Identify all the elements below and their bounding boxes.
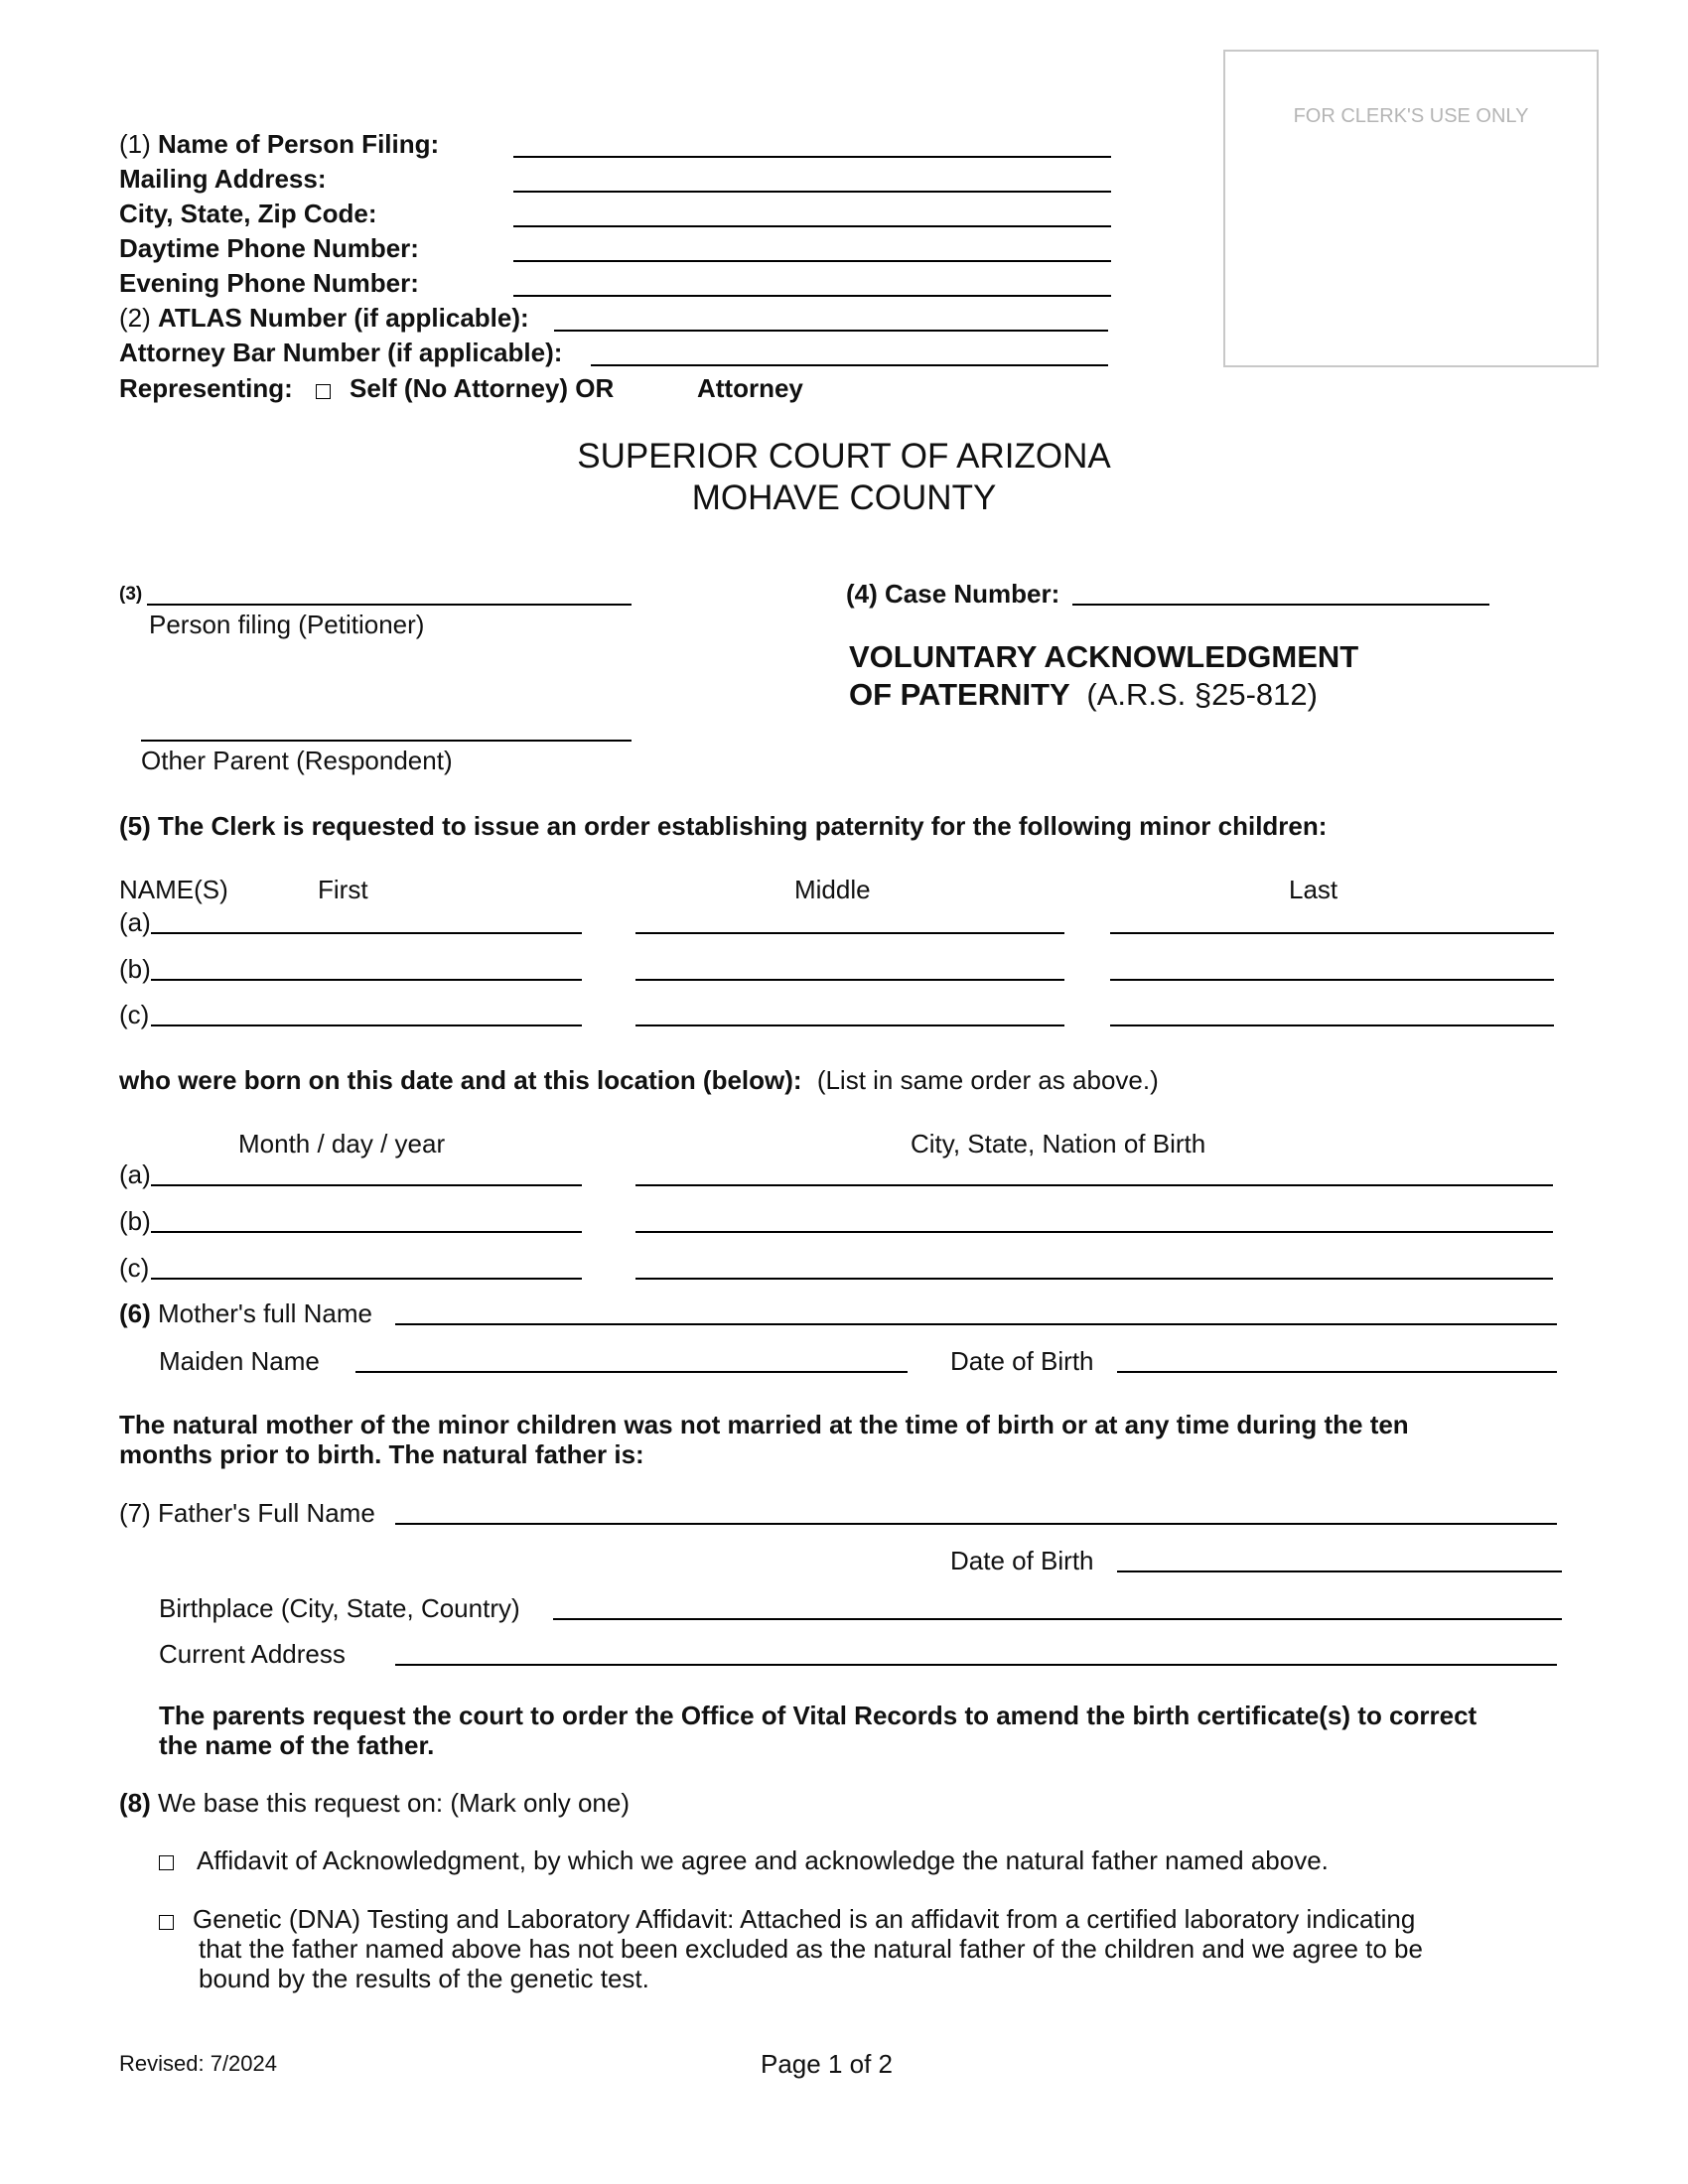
child-a-last-field[interactable] (1110, 932, 1554, 934)
parents-request-line2: the name of the father. (159, 1730, 435, 1760)
name-of-person-filing-label: (1) Name of Person Filing: (119, 129, 440, 159)
birth-place-column-label: City, State, Nation of Birth (911, 1129, 1206, 1159)
daytime-phone-field[interactable] (513, 260, 1111, 262)
birth-a-label: (a) (119, 1160, 151, 1189)
clerk-use-label: FOR CLERK'S USE ONLY (1293, 105, 1529, 127)
mailing-address-field[interactable] (513, 191, 1111, 193)
petitioner-label: Person filing (Petitioner) (149, 610, 425, 639)
first-column-label: First (318, 875, 368, 904)
affidavit-acknowledgment-checkbox[interactable] (159, 1855, 174, 1870)
birth-c-place-field[interactable] (635, 1278, 1553, 1280)
maiden-name-label: Maiden Name (159, 1346, 320, 1376)
names-column-label: NAME(S) (119, 875, 228, 904)
genetic-testing-checkbox[interactable] (159, 1915, 174, 1930)
father-birthplace-field[interactable] (553, 1618, 1562, 1620)
child-b-middle-field[interactable] (635, 979, 1064, 981)
respondent-field[interactable] (141, 740, 632, 742)
self-checkbox[interactable] (316, 384, 331, 399)
birth-c-date-field[interactable] (151, 1278, 582, 1280)
court-title-line2: MOHAVE COUNTY (691, 478, 997, 517)
birth-date-column-label: Month / day / year (238, 1129, 446, 1159)
birth-a-place-field[interactable] (635, 1184, 1553, 1186)
child-c-last-field[interactable] (1110, 1024, 1554, 1026)
attorney-option-label: Attorney (697, 373, 803, 403)
clerk-use-box (1223, 50, 1599, 367)
page-number: Page 1 of 2 (761, 2049, 893, 2079)
birth-c-label: (c) (119, 1253, 150, 1283)
birth-b-date-field[interactable] (151, 1231, 582, 1233)
genetic-testing-label-line1: Genetic (DNA) Testing and Laboratory Affidavit: Attached is an affidavit from a certified laboratory indicating (193, 1904, 1416, 1934)
atlas-number-field[interactable] (554, 330, 1108, 332)
revised-date: Revised: 7/2024 (119, 2051, 277, 2076)
child-c-middle-field[interactable] (635, 1024, 1064, 1026)
mother-name-field[interactable] (395, 1323, 1557, 1325)
daytime-phone-label: Daytime Phone Number: (119, 233, 419, 263)
father-birthplace-label: Birthplace (City, State, Country) (159, 1593, 520, 1623)
case-number-label: (4) Case Number: (846, 579, 1060, 609)
father-address-label: Current Address (159, 1639, 346, 1669)
father-name-field[interactable] (395, 1523, 1557, 1525)
court-title-line1: SUPERIOR COURT OF ARIZONA (577, 437, 1111, 476)
child-b-last-field[interactable] (1110, 979, 1554, 981)
maiden-name-field[interactable] (355, 1371, 908, 1373)
evening-phone-label: Evening Phone Number: (119, 268, 419, 298)
birth-b-label: (b) (119, 1206, 151, 1236)
mother-dob-field[interactable] (1117, 1371, 1557, 1373)
mother-dob-label: Date of Birth (950, 1346, 1094, 1376)
genetic-testing-label-line2: that the father named above has not been excluded as the natural father of the children and we agree to be (199, 1934, 1423, 1964)
mother-statement-line2: months prior to birth. The natural father is: (119, 1439, 644, 1469)
child-a-first-field[interactable] (151, 932, 582, 934)
city-state-zip-field[interactable] (513, 225, 1111, 227)
father-dob-field[interactable] (1117, 1570, 1562, 1572)
section-8-label: (8) We base this request on: (Mark only one) (119, 1788, 630, 1818)
respondent-label: Other Parent (Respondent) (141, 746, 453, 775)
document-title-line2: OF PATERNITY (A.R.S. §25-812) (849, 677, 1318, 712)
atlas-number-label: (2) ATLAS Number (if applicable): (119, 303, 529, 333)
mother-name-label: (6) Mother's full Name (119, 1298, 372, 1328)
birth-a-date-field[interactable] (151, 1184, 582, 1186)
birth-b-place-field[interactable] (635, 1231, 1553, 1233)
father-address-field[interactable] (395, 1664, 1557, 1666)
representing-label: Representing: (119, 373, 293, 403)
section-3-number: (3) (119, 584, 143, 605)
parents-request-line1: The parents request the court to order the Office of Vital Records to amend the birth certificate(s) to correct (159, 1701, 1477, 1730)
section-5-heading: (5) The Clerk is requested to issue an order establishing paternity for the following minor children: (119, 811, 1328, 841)
genetic-testing-label-line3: bound by the results of the genetic test. (199, 1964, 649, 1993)
evening-phone-field[interactable] (513, 295, 1111, 297)
child-b-label: (b) (119, 954, 151, 984)
child-a-middle-field[interactable] (635, 932, 1064, 934)
mailing-address-label: Mailing Address: (119, 164, 327, 194)
child-c-label: (c) (119, 1000, 150, 1029)
self-no-attorney-label: Self (No Attorney) OR (350, 373, 615, 403)
attorney-bar-number-label: Attorney Bar Number (if applicable): (119, 338, 563, 367)
last-column-label: Last (1289, 875, 1338, 904)
born-heading: who were born on this date and at this location (below): (List in same order as above.) (119, 1065, 1159, 1095)
city-state-zip-label: City, State, Zip Code: (119, 199, 377, 228)
father-dob-label: Date of Birth (950, 1546, 1094, 1575)
document-title-line1: VOLUNTARY ACKNOWLEDGMENT (849, 639, 1359, 674)
child-c-first-field[interactable] (151, 1024, 582, 1026)
attorney-bar-number-field[interactable] (591, 364, 1108, 366)
name-of-person-filing-field[interactable] (513, 156, 1111, 158)
child-b-first-field[interactable] (151, 979, 582, 981)
mother-statement-line1: The natural mother of the minor children was not married at the time of birth or at any time during the ten (119, 1410, 1409, 1439)
petitioner-field[interactable] (147, 604, 632, 606)
father-name-label: (7) Father's Full Name (119, 1498, 375, 1528)
middle-column-label: Middle (794, 875, 871, 904)
case-number-field[interactable] (1072, 604, 1489, 606)
child-a-label: (a) (119, 907, 151, 937)
affidavit-acknowledgment-label: Affidavit of Acknowledgment, by which we agree and acknowledge the natural father named above. (197, 1845, 1329, 1875)
